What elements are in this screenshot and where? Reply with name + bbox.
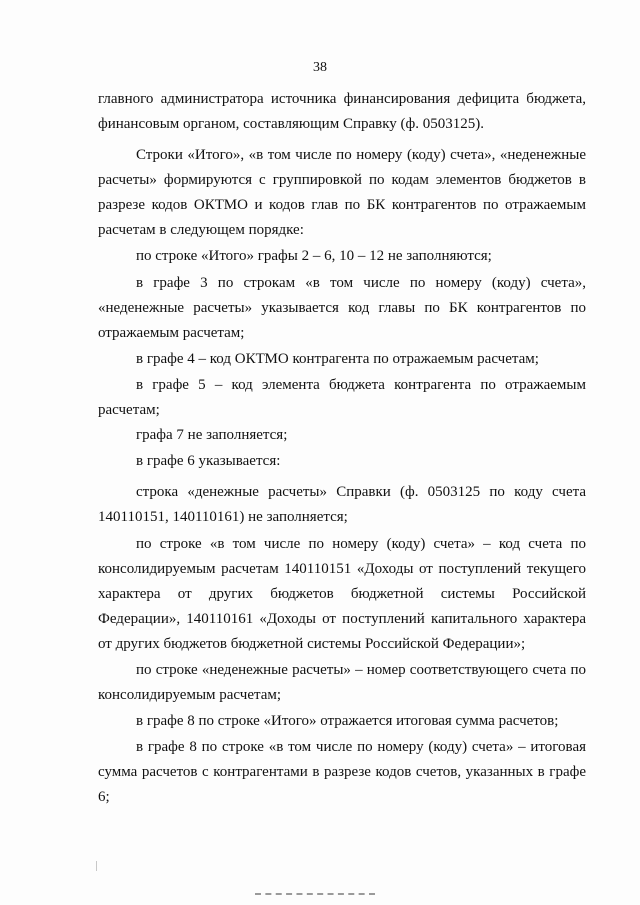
paragraph-2: Строки «Итого», «в том числе по номеру (коду) счета», «неденежные расчеты» формируются с группировкой по кодам элементов бюджетов в разрезе кодов ОКТМО и кодов глав по БК контрагентов по отражаемым расчетам в следующем порядке: [98, 147, 586, 238]
paragraph-10: по строке «в том числе по номеру (коду) счета» – код счета по консолидируемым расчетам 140110151 «Доходы от поступлений текущего характера от других бюджетов бюджетной системы Российской Федерации», 140110161 «Доходы от поступлений капитального характера от других бюджетов бюджетной системы Российской Федерации»; [98, 536, 586, 652]
paragraph-3: по строке «Итого» графы 2 – 6, 10 – 12 не заполняются; [136, 248, 492, 264]
paragraph-6: в графе 5 – код элемента бюджета контрагента по отражаемым расчетам; [98, 377, 586, 418]
page-number: 38 [313, 60, 327, 75]
scan-edge-artifact [255, 893, 375, 897]
scan-mark [96, 861, 97, 871]
paragraph-11: по строке «неденежные расчеты» – номер соответствующего счета по консолидируемым расчетам; [98, 662, 586, 703]
paragraph-5: в графе 4 – код ОКТМО контрагента по отражаемым расчетам; [136, 351, 539, 367]
paragraph-12: в графе 8 по строке «Итого» отражается итоговая сумма расчетов; [136, 713, 559, 729]
paragraph-9: строка «денежные расчеты» Справки (ф. 0503125 по коду счета 140110151, 140110161) не заполняется; [98, 484, 586, 525]
paragraph-7: графа 7 не заполняется; [136, 427, 288, 443]
paragraph-4: в графе 3 по строкам «в том числе по номеру (коду) счета», «неденежные расчеты» указывается код главы по БК контрагентов по отражаемым расчетам; [98, 275, 586, 341]
paragraph-1: главного администратора источника финансирования дефицита бюджета, финансовым органом, составляющим Справку (ф. 0503125). [98, 91, 586, 132]
paragraph-8: в графе 6 указывается: [136, 453, 281, 469]
paragraph-13: в графе 8 по строке «в том числе по номеру (коду) счета» – итоговая сумма расчетов с контрагентами в разрезе кодов счетов, указанных в графе 6; [98, 739, 586, 805]
